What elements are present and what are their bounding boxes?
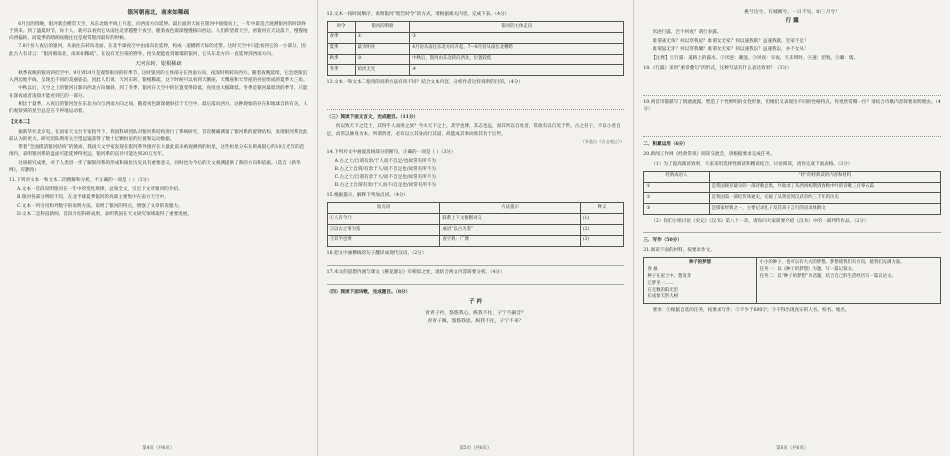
option-c: C.古之士/自谓有余于人/而不自足也/故常有所不为 [334, 175, 436, 181]
table-cell: 是我国第一部纪传体通史，记载了从黄帝到汉武帝约三千年的历史 [709, 193, 940, 204]
answer-line[interactable] [643, 226, 941, 233]
section-heading: 二、积累运用（6分） [643, 142, 688, 148]
option-d: D.古之士自谓有余/于人而不/自足也/故常有所不为 [334, 183, 437, 189]
table-cell[interactable]: ① [644, 182, 709, 193]
table-cell[interactable]: ① [355, 32, 410, 43]
essay-material-right [757, 258, 940, 303]
question-14: 14.下列对文中画波浪线部分的断句，正确的一项是（ ）（3分） [326, 149, 456, 155]
question-13: 13.文本一和文本二使用的说明方法有何不同？结合文本内容，分析作者这样说明的目的。（4分） [326, 80, 523, 86]
paragraph: 中秋以后，天空之上的银河日渐向西北方向倾斜，到了冬季，银河在天空中的位置变得较低，亮度也大幅降低。冬季是银河最暗淡的季节，只能在深夜或者凌晨才能看到它的一部分。 [9, 86, 308, 99]
table-cell: 暗淡无光 [355, 65, 410, 76]
table-header: 释义 [580, 203, 624, 214]
article2-title: 【文本二】 [9, 120, 32, 126]
option-d: D.文本二是科技新闻，首段介绍科研成果，表明我国在天文研究领域取得了重要进展。 [17, 211, 192, 217]
question-11: 11.下列对文本一和文本二的理解和分析，不正确的一项是（ ）（3分） [9, 178, 152, 184]
poem-line: 挑兮达兮，在城阙兮。一日不见，如三月兮！ [744, 10, 841, 15]
poem-stanza: 厌浥行露，岂不夙夜？谓行多露。 [652, 30, 722, 36]
table-row [327, 225, 624, 236]
option-c: C.文本一用引用和列数字的说明方法，说明了银河的特点，增强了文章的说服力。 [17, 203, 183, 209]
table-header: 银河的明暗 [355, 22, 410, 33]
page-footer: 第5页（共6页） [459, 446, 492, 452]
question-18: 18.《行露》采用“重章叠句”的形式，这种写法有什么表达效果？（3分） [643, 66, 792, 72]
table-row [327, 235, 624, 246]
table-cell[interactable]: ④ [410, 65, 624, 76]
table-cell: 是儒家经典之一，主要记录孔子及其弟子言行的语录体散文 [709, 204, 940, 215]
option-b: B.银河各部分明暗不均，在北半球夏季银河的亮部主要集中在南方天空中。 [17, 195, 169, 201]
table-cell[interactable]: ③ [644, 204, 709, 215]
paragraph: 7.8月份人夜后的银河，从南往东转向北面，在北半球夜空中由南向北延伸，构成一道横跨天际的光带。这时天空中只能看到它的一小部分，因此古人有诗云：“银河朝南北，南来如稀疏”。在没有光污染的野外，抬头便能看到璀璨的银河，它从东北方向一直延伸到西南方向。 [9, 44, 306, 57]
table-cell: 成语“以古为鉴” [440, 225, 580, 236]
table-row [327, 43, 624, 54]
q12-table [327, 21, 625, 76]
table-row [644, 204, 941, 215]
table-cell: 4月份从南往东北方向升起，7—8月份从南往北横跨 [410, 43, 624, 54]
table-row [327, 54, 624, 65]
table-cell: 夏季 [327, 43, 355, 54]
essay-line: 在无数的阳光里 [647, 287, 679, 293]
poem-title: 子 衿 [468, 298, 483, 305]
essay-task: 任务一：以《种子的梦想》为题，写一篇记叙文。 [759, 267, 857, 273]
table-header: 加点词 [327, 203, 440, 214]
table-row [327, 65, 624, 76]
question-20: 20.新闻工作网《经典常谈》阅读交流会，请根据要求完成任务。 [643, 152, 775, 158]
option-b: B.古之士自谓/有余于人/而不自足也/故常有所不为 [334, 166, 437, 172]
question-19: 19.两首诗都描写了情感流露，塑造了个性鲜明的女性形象，但她们又表现出不同的性格特点。你更欣赏哪一位？请结合诗歌内容简要说明理由。（4分） [643, 100, 941, 113]
poem-stanza: 谁谓雀无角？何以穿我屋？谁谓女无家？何以速我狱？虽速我狱，室家不足！ [652, 38, 809, 44]
table-row [644, 193, 941, 204]
answer-line[interactable] [327, 278, 625, 285]
answer-area[interactable] [327, 88, 625, 110]
table-cell[interactable]: ② [410, 32, 624, 43]
question-20-2: （2）你们小组讨论《史记》《汉书》第八十一章，请你向大家简要介绍《汉书》中的一部列传作品。（2分） [651, 218, 869, 224]
essay-line: 小小的种子，也可以有大大的梦想。梦想使我们有方向，使我们充满力量。 [759, 260, 905, 266]
table-row [327, 32, 624, 43]
table-cell: 联系上下文推断词义 [440, 214, 580, 225]
question-21: 21.阅读下面的材料，按要求作文。 [643, 248, 715, 254]
section-subtitle: 天河东转，银根稀疏 [134, 60, 182, 67]
poem-line: 青青子佩，悠悠我思。纵我不往，子宁不来？ [427, 319, 524, 325]
paragraph: 据新华社北京电，在国家天文台专家指导下，我国科研团队对银河系结构进行了系统研究，首次精确测量了银河系的旋臂结构，发现银河系比此前认为的更大。研究团队利用太空望远镜获得了数十亿颗恒星的位置和运动数据。 [9, 129, 308, 142]
page-footer: 第6页（共6页） [776, 446, 809, 452]
essay-line: 春 福 [647, 267, 658, 273]
source-note: （节选自《古文观止》） [580, 139, 625, 145]
table-cell: 是我国现存最早的一部诗歌总集，共收录了从西周初期到春秋中叶的诗歌三百零五篇 [709, 182, 940, 193]
article-title: 银河朝南北，南来如稀疏 [127, 10, 190, 16]
essay-requirements: 要求：①根据自选的任务，按要求写作；②不少于600字；③不得出现真实的人名、校名、地名。 [652, 308, 850, 314]
section-heading: 三、写作（50分） [643, 238, 682, 244]
q20-table [643, 171, 941, 215]
table-cell[interactable]: (1) [580, 214, 624, 225]
essay-line: 长成参天的大树 [647, 294, 679, 300]
table-header: 经典成语人 [644, 171, 709, 182]
table-cell: ①人有今乃 [327, 214, 440, 225]
table-cell[interactable]: (2) [580, 225, 624, 236]
table-cell[interactable]: (3) [580, 235, 624, 246]
question-15: 15.根据提示，解释下列加点词。（4分） [326, 193, 409, 199]
table-cell: 查字典：广博 [440, 235, 580, 246]
table-cell: 冬季 [327, 65, 355, 76]
classical-text: 何以致天下之佳士，其得乎人而用之欤？今夫天下之士，其学也博，其志也远，而其所以自处者，常欲有以自见于世。古之君子，不以小善自足，而常以修身为本。所谓贤者，必有以立其身而行其道，故能成其事而垂其名于后世。 [326, 124, 621, 137]
table-cell: 中秋后，银河由东北转向西北，位置较低 [410, 54, 624, 65]
table-header: 银河的主体走向 [410, 22, 624, 33]
paragraph: 带着“全面摸清银河结构”的使命，我国天文学家发现在银河系外围存在大量此前未被观测到的恒星，这些恒星分布在距离银心约10万光年的范围内，表明银河系的盘面可能延伸得更远，银河系的直径可能达到20万光年。 [9, 145, 305, 158]
table-cell: 最为明亮 [355, 43, 410, 54]
essay-task: 任务二：以“种子的梦想”为话题，结合自己的生活经历写一篇议论文。 [759, 273, 896, 279]
essay-line: 它梦见一…… [647, 280, 674, 286]
exam-page-3 [633, 0, 950, 456]
table-header: “经”的经典读的内容和材料 [709, 171, 940, 182]
table-cell[interactable]: ③ [355, 54, 410, 65]
section-heading: （三）阅读下面文言文，完成题目。（11分） [326, 115, 419, 121]
answer-area[interactable] [643, 74, 941, 96]
answer-area[interactable] [643, 115, 941, 137]
question-12: 12.文本一按时间顺序，说明银河“昭告时令”的方式，请根据相关内容，完成下表。（4分） [326, 12, 510, 17]
paragraph: 秋季夜晚的银河斜挂空中。9月到10月是观察银河的好季节，这时银河的主体部分在西南方向，夜深时则转向西方。随着夜晚延续，它会逐渐沉入西边地平线，呈现出不同的美丽姿态，因此人们说：天河东转，银根稀疏。这个时候可以看到天鹅座、天鹰座和天琴座的亮星组成的夏季大三角。 [9, 70, 308, 83]
poem-line: 青青子衿，悠悠我心。纵我不往，子宁不嗣音？ [425, 310, 526, 316]
option-a: A.古之士/自谓有余/于人而不自足/也故常有所不为 [334, 158, 436, 164]
essay-material-box [643, 257, 941, 304]
table-row [644, 182, 941, 193]
table-row [327, 214, 624, 225]
poem-title: 行 露 [785, 18, 799, 25]
question-16: 16.把文中画横线的句子翻译成现代汉语。（2分） [326, 250, 427, 256]
poem-stanza: 谁谓鼠无牙？何以穿我墉？谁谓女无家？何以速我讼？虽速我讼，亦不女从！ [652, 47, 809, 53]
question-17: 17.本文的思想内涵与课文《桃花源记》有相似之处，请结合两文内容简要分析。（4分） [326, 269, 505, 275]
option-a: A.文本一首段说明银河在一年中的变化规律，总领全文，引出下文对银河的介绍。 [17, 187, 183, 193]
section-heading: （四）阅读下面诗歌，完成题目。（8分） [326, 289, 411, 295]
table-header: 方法提示 [440, 203, 580, 214]
table-header: 时令 [327, 22, 355, 33]
q15-table [327, 202, 625, 246]
table-cell: ③其学也博 [327, 235, 440, 246]
paragraph: 相比于夏季，入夜后的银河处在东北方向与西南方向之间，随着夜色渐深便斜挂于天空中，最后落向西方。这种现象的存在和地球自转有关，人们观察到的星空总是在不停地运动着。 [9, 102, 308, 115]
table-cell: ②以古之事为鉴 [327, 225, 440, 236]
exam-page-2 [317, 0, 634, 456]
page-footer: 第4页（共6页） [142, 446, 175, 452]
answer-line[interactable] [327, 259, 625, 266]
exam-page-1 [0, 0, 317, 456]
essay-line: 种子在泥土中，想发芽 [647, 273, 692, 279]
essay-material-left [644, 258, 756, 303]
table-cell[interactable]: ② [644, 193, 709, 204]
table-cell: 秋季 [327, 54, 355, 65]
question-20-1: （1）为了提高阅读效果，大家采用选择性阅读和精读结合，讨论阅读，请你完成下面表格。（3分） [651, 161, 853, 167]
paragraph: 这项研究成果，对于人类进一步了解银河系的形成和演化历史具有重要意义，同时也为今后的天文观测提供了新的方向和依据。（选自《新华网》，有删改） [9, 160, 301, 174]
table-cell: 春季 [327, 32, 355, 43]
essay-box-title: 种子的梦想 [689, 260, 711, 266]
annotation-note: 【注释】①行露：道路上的露水。②厌浥：潮湿。③夙夜：早夜，天未明时。④速：招致。⑤墉：墙。 [651, 55, 859, 61]
paragraph: 6月出的傍晚，银河就会横贯天空，从东北地平线上升起，向西南方向延伸。最后面的天际在银河中缓缓向上，一年中最适合观测银河的时段终于到来。到了盛夏时节，每个人，就可以看到它从南往北穿越整个夜空，随着夜色渐深慢慢移向西边。人们仰望着天空，看银河在天边落下，慢慢地向西偏转，而夏季的晴朗夜晚往往是观赏银河最好的时候。 [9, 21, 308, 41]
